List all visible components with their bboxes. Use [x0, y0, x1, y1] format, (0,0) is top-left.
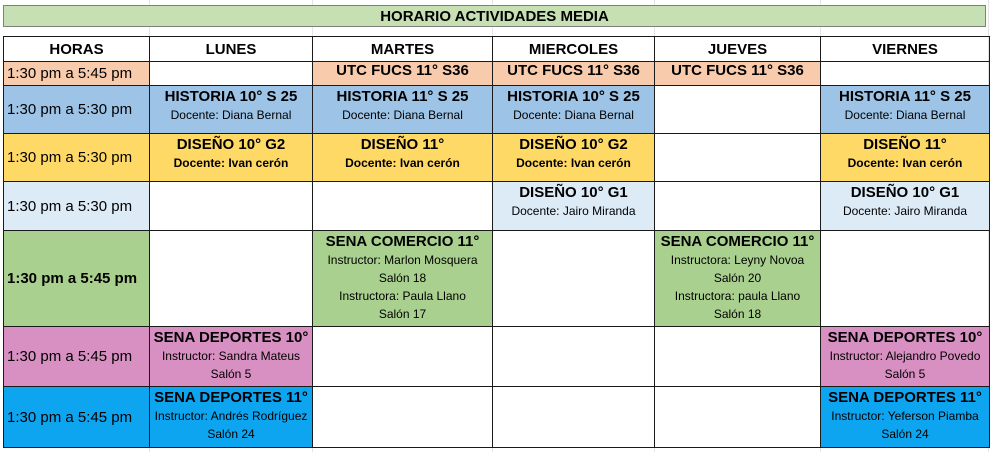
- header-thursday: JUEVES: [655, 37, 821, 62]
- schedule-row: [4, 182, 990, 231]
- schedule-row: [4, 62, 990, 86]
- schedule-row: [4, 86, 990, 134]
- activity-teacher: Docente: Diana Bernal: [513, 108, 634, 122]
- activity-cell: [313, 86, 493, 134]
- activity-instructor: Instructora: Leyny Novoa: [670, 253, 805, 267]
- hour-cell: 1:30 pm a 5:45 pm: [4, 231, 150, 327]
- activity-instructor: Instructora: Paula Llano: [339, 289, 466, 303]
- activity-cell: [313, 62, 493, 86]
- activity-cell: [821, 86, 990, 134]
- header-hours: HORAS: [4, 37, 150, 62]
- activity-subject: DISEÑO 10° G2: [176, 136, 286, 153]
- activity-teacher: Docente: Jairo Miranda: [842, 204, 968, 218]
- empty-cell: [821, 231, 990, 327]
- empty-cell: [821, 62, 990, 86]
- empty-cell: [150, 62, 313, 86]
- hour-cell: 1:30 pm a 5:30 pm: [4, 182, 150, 231]
- activity-subject: HISTORIA 10° S 25: [507, 88, 640, 105]
- activity-room: Salón 17: [378, 307, 427, 321]
- activity-subject: SENA COMERCIO 11°: [660, 233, 815, 250]
- activity-instructor: Instructor: Sandra Mateus: [161, 349, 301, 363]
- activity-room: Salón 18: [713, 307, 762, 321]
- empty-cell: [655, 182, 821, 231]
- activity-cell: [655, 231, 821, 327]
- activity-subject: UTC FUCS 11° S36: [336, 62, 469, 79]
- activity-room: Salón 18: [378, 271, 427, 285]
- empty-cell: [655, 86, 821, 134]
- activity-subject: UTC FUCS 11° S36: [507, 62, 640, 79]
- activity-subject: DISEÑO 10° G1: [519, 184, 628, 201]
- activity-instructor: Instructor: Yeferson Piamba: [831, 409, 979, 423]
- schedule-row: [4, 134, 990, 182]
- schedule-row: [4, 231, 990, 327]
- header-wednesday: MIERCOLES: [493, 37, 655, 62]
- empty-cell: [493, 231, 655, 327]
- empty-cell: [655, 134, 821, 182]
- activity-instructor: Instructor: Alejandro Povedo: [829, 349, 981, 363]
- activity-teacher: [821, 154, 989, 172]
- activity-cell: [821, 134, 990, 182]
- header-friday: VIERNES: [821, 37, 990, 62]
- activity-cell: [493, 86, 655, 134]
- activity-subject: DISEÑO 10° G2: [519, 136, 628, 153]
- activity-teacher: [150, 154, 312, 172]
- empty-cell: [655, 387, 821, 448]
- activity-teacher: Docente: Jairo Miranda: [511, 204, 636, 218]
- teacher-name: Docente: Ivan cerón: [516, 156, 631, 170]
- activity-subject: SENA DEPORTES 11°: [154, 389, 308, 406]
- empty-cell: [493, 327, 655, 387]
- activity-teacher: Docente: Diana Bernal: [170, 108, 292, 122]
- hour-cell: 1:30 pm a 5:30 pm: [4, 86, 150, 134]
- teacher-name: Docente: Ivan cerón: [345, 156, 460, 170]
- activity-subject: DISEÑO 10° G1: [850, 184, 960, 201]
- activity-subject: DISEÑO 11°: [360, 136, 445, 153]
- activity-room: Salón 5: [884, 367, 926, 381]
- activity-cell: [821, 327, 990, 387]
- hour-cell: 1:30 pm a 5:45 pm: [4, 62, 150, 86]
- activity-teacher: Docente: Diana Bernal: [844, 108, 966, 122]
- activity-room: Salón 24: [881, 427, 929, 441]
- activity-subject: SENA COMERCIO 11°: [325, 233, 480, 250]
- schedule-title: HORARIO ACTIVIDADES MEDIA: [3, 5, 986, 27]
- empty-cell: [313, 387, 493, 448]
- activity-subject: HISTORIA 11° S 25: [336, 88, 469, 105]
- activity-cell: [821, 182, 990, 231]
- empty-cell: [493, 387, 655, 448]
- schedule-table: [3, 36, 990, 448]
- activity-instructor: Instructor: Marlon Mosquera: [327, 253, 478, 267]
- empty-cell: [313, 182, 493, 231]
- activity-cell: [821, 387, 990, 448]
- activity-cell: [150, 387, 313, 448]
- activity-teacher: [313, 154, 492, 172]
- activity-subject: SENA DEPORTES 10°: [153, 329, 309, 346]
- header-row: [4, 37, 990, 62]
- activity-room: Salón 5: [210, 367, 252, 381]
- activity-cell: [493, 62, 655, 86]
- teacher-name: Docente: Ivan cerón: [173, 156, 289, 170]
- activity-cell: [313, 231, 493, 327]
- activity-teacher: Docente: Diana Bernal: [342, 108, 463, 122]
- activity-cell: [493, 134, 655, 182]
- hour-cell: 1:30 pm a 5:30 pm: [4, 134, 150, 182]
- activity-instructor: Instructor: Andrés Rodríguez: [154, 409, 308, 423]
- activity-subject: SENA DEPORTES 11°: [828, 389, 982, 406]
- hour-cell: 1:30 pm a 5:45 pm: [4, 387, 150, 448]
- activity-cell: [150, 86, 313, 134]
- hour-cell: 1:30 pm a 5:45 pm: [4, 327, 150, 387]
- empty-cell: [150, 182, 313, 231]
- activity-subject: HISTORIA 11° S 25: [839, 88, 971, 105]
- activity-subject: HISTORIA 10° S 25: [164, 88, 298, 105]
- schedule-row: [4, 327, 990, 387]
- activity-instructor: Instructora: paula Llano: [674, 289, 801, 303]
- schedule-row: [4, 387, 990, 448]
- activity-cell: [493, 182, 655, 231]
- empty-cell: [655, 327, 821, 387]
- header-monday: LUNES: [150, 37, 313, 62]
- empty-cell: [313, 327, 493, 387]
- activity-cell: [313, 134, 493, 182]
- activity-cell: [150, 134, 313, 182]
- activity-subject: DISEÑO 11°: [863, 136, 947, 153]
- activity-cell: [655, 62, 821, 86]
- activity-room: Salón 20: [713, 271, 762, 285]
- empty-cell: [150, 231, 313, 327]
- activity-subject: SENA DEPORTES 10°: [827, 329, 983, 346]
- activity-room: Salón 24: [207, 427, 255, 441]
- activity-teacher: [493, 154, 654, 172]
- header-tuesday: MARTES: [313, 37, 493, 62]
- activity-cell: [150, 327, 313, 387]
- activity-subject: UTC FUCS 11° S36: [671, 62, 804, 79]
- teacher-name: Docente: Ivan cerón: [847, 156, 963, 170]
